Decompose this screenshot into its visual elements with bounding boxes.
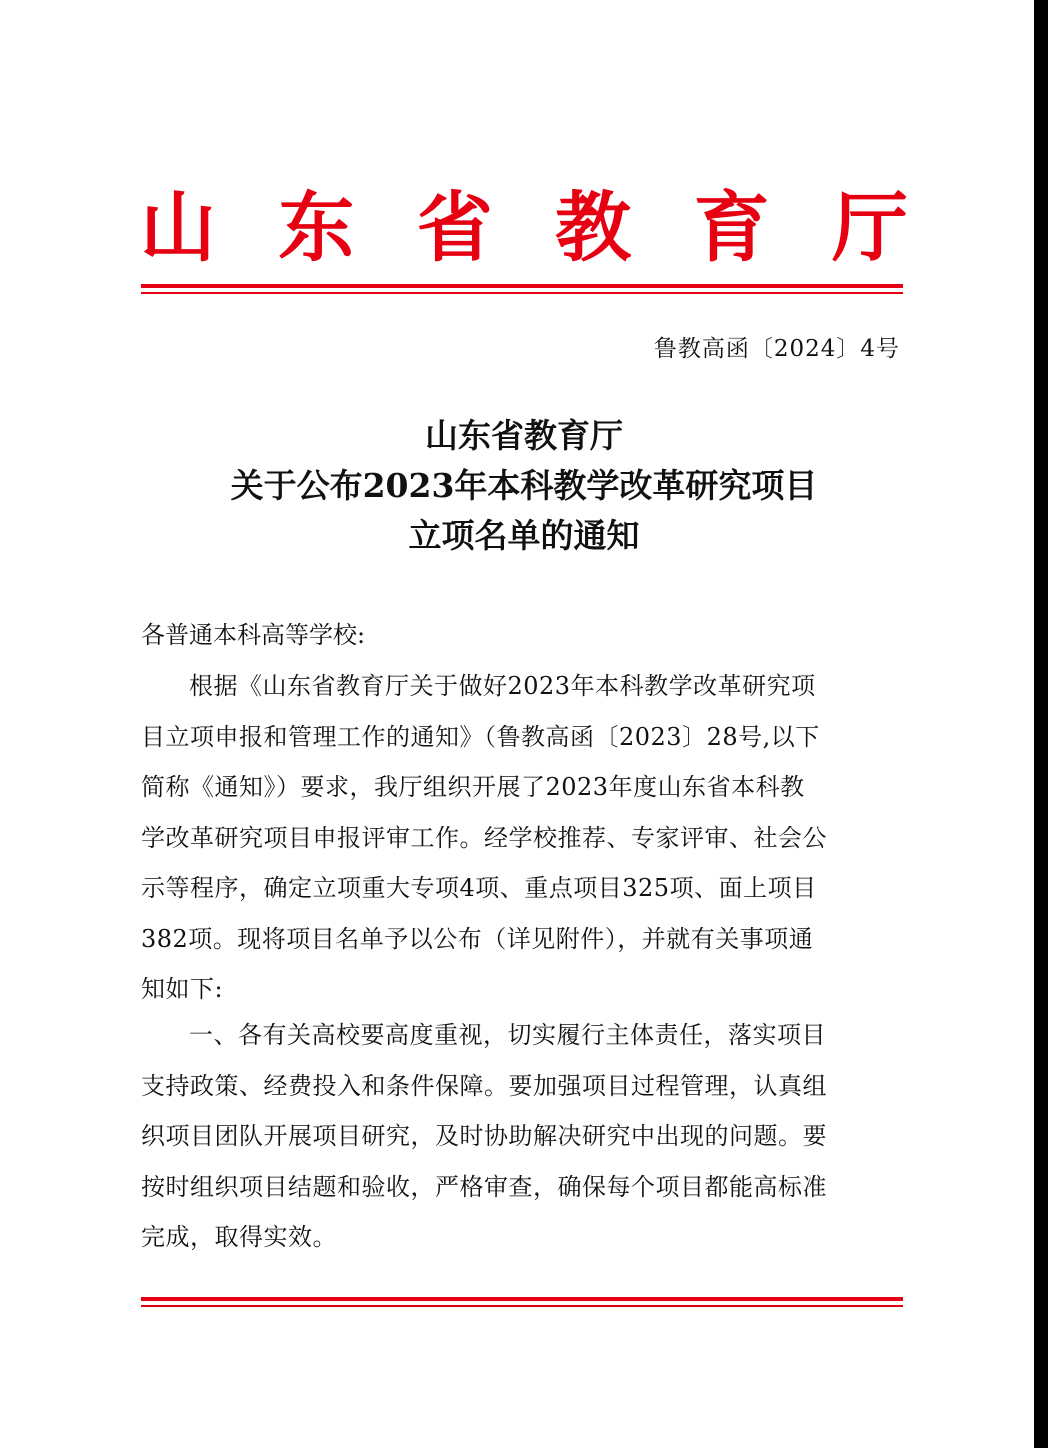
paragraph-line: 简称《通知》）要求，我厅组织开展了2023年度山东省本科教: [141, 773, 805, 801]
document-title-line-1: 山东省教育厅: [425, 416, 623, 455]
header-char: 育: [693, 183, 770, 272]
document-title-line-3: 立项名单的通知: [408, 516, 640, 555]
paragraph-line: 支持政策、经费投入和条件保障。要加强项目过程管理，认真组: [141, 1071, 827, 1100]
header-char: 教: [555, 183, 632, 272]
header-char: 东: [278, 183, 355, 272]
paragraph-line: 382项。现将项目名单予以公布（详见附件），并就有关事项通: [141, 924, 814, 953]
paragraph-line: 知如下:: [141, 975, 224, 1003]
page-edge-bar: [1034, 0, 1048, 1448]
header-rule-thin: [141, 292, 903, 294]
header-rule-thick: [141, 284, 903, 288]
document-title-line-2: 关于公布2023年本科教学改革研究项目: [230, 466, 818, 505]
paragraph-line: 织项目团队开展项目研究，及时协助解决研究中出现的问题。要: [141, 1122, 827, 1150]
footer-rule-thick: [141, 1297, 903, 1301]
header-char: 厅: [831, 183, 908, 272]
paragraph-line: 目立项申报和管理工作的通知》（鲁教高函〔2023〕28号,以下: [141, 722, 820, 751]
paragraph-1: [141, 661, 903, 1015]
paragraph-line: 学改革研究项目申报评审工作。经学校推荐、专家评审、社会公: [141, 823, 827, 852]
paragraph-2: [141, 1010, 903, 1263]
paragraph-line: 一、各有关高校要高度重视，切实履行主体责任，落实项目: [189, 1021, 826, 1049]
salutation: 各普通本科高等学校:: [141, 621, 366, 649]
footer-rule-thin: [141, 1305, 903, 1307]
agency-header: [140, 178, 908, 278]
header-char: 省: [416, 183, 493, 272]
header-char: 山: [140, 183, 216, 272]
paragraph-line: 示等程序，确定立项重大专项4项、重点项目325项、面上项目: [141, 874, 817, 902]
paragraph-line: 完成，取得实效。: [141, 1223, 337, 1251]
paragraph-line: 按时组织项目结题和验收，严格审查，确保每个项目都能高标准: [141, 1172, 827, 1201]
paragraph-line: 根据《山东省教育厅关于做好2023年本科教学改革研究项: [189, 672, 816, 700]
document-number: 鲁教高函〔2024〕4号: [653, 336, 900, 362]
